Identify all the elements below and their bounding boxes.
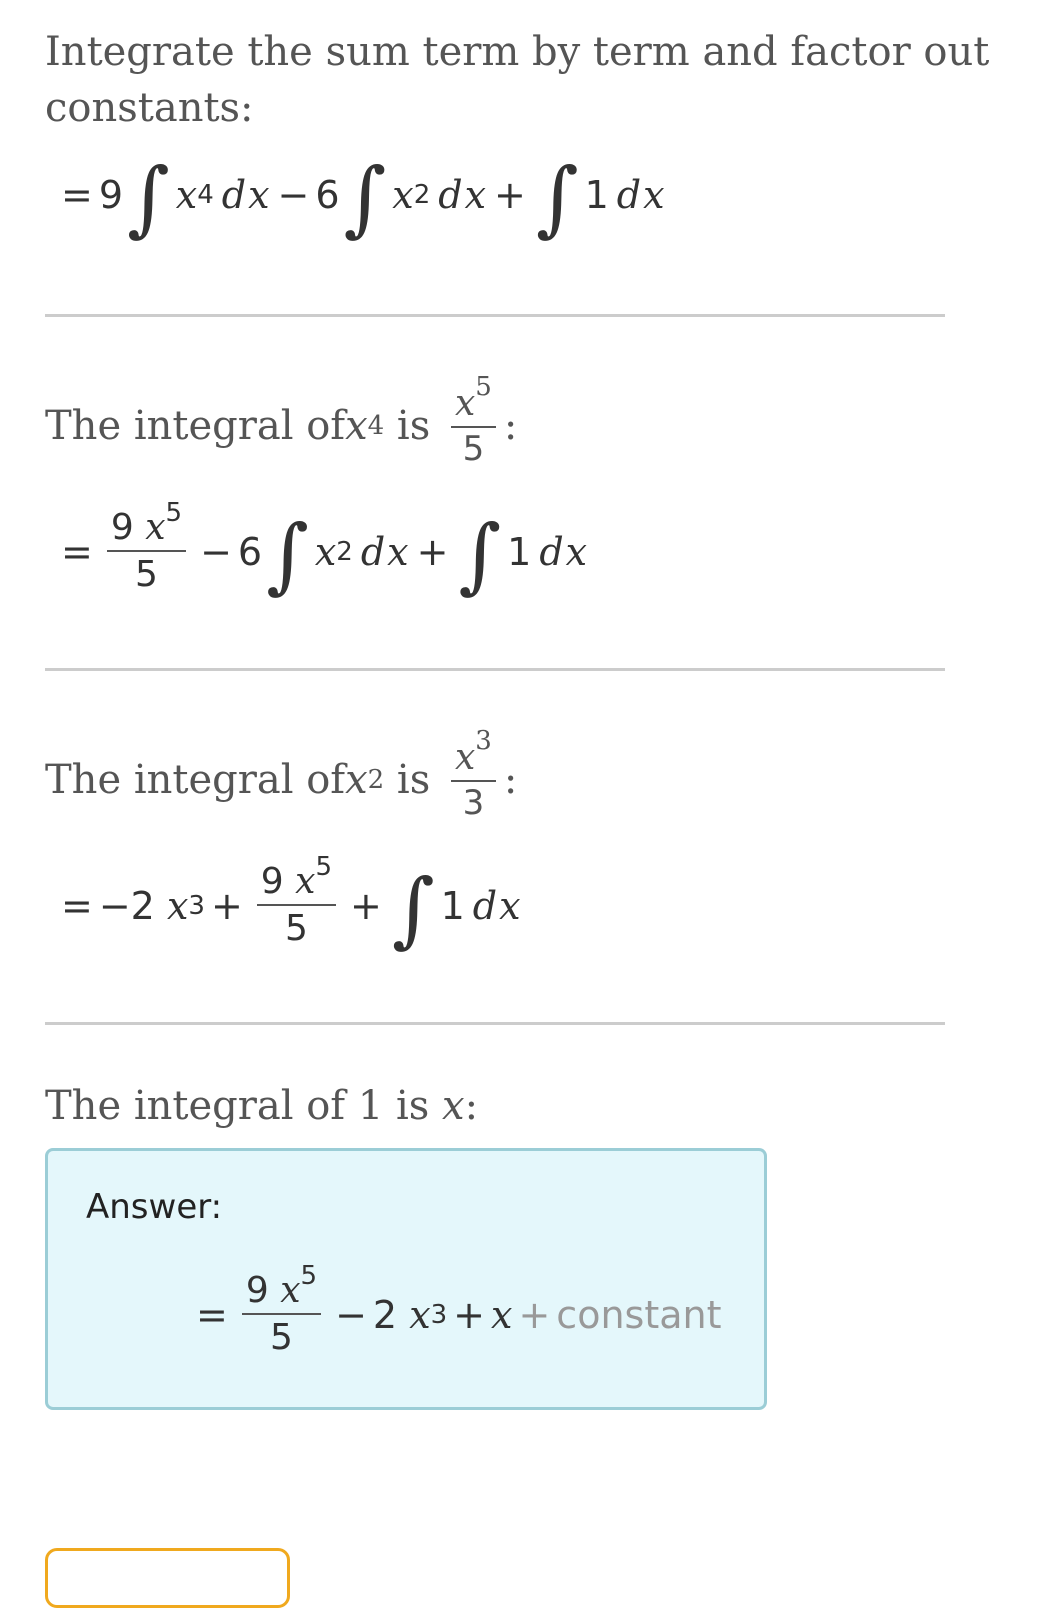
step-3-colon: : bbox=[503, 757, 518, 803]
step-1-text bbox=[45, 24, 989, 136]
step-2-text-a: The integral of bbox=[45, 403, 346, 449]
step-3-var: x bbox=[345, 757, 368, 803]
step-4-one: 1 bbox=[357, 1083, 384, 1129]
step-2-frac-var: x bbox=[454, 383, 476, 424]
divider-2 bbox=[45, 668, 945, 671]
bottom-action-button[interactable] bbox=[45, 1548, 290, 1608]
step-2-colon: : bbox=[503, 403, 518, 449]
step-3-text-a: The integral of bbox=[45, 757, 346, 803]
step-4-var: x bbox=[442, 1083, 465, 1129]
step-3-frac-exp: 3 bbox=[475, 726, 492, 756]
step-4-text-b: is bbox=[383, 1083, 443, 1129]
divider-3 bbox=[45, 1022, 945, 1025]
step-2-frac-exp: 5 bbox=[475, 372, 492, 402]
step-2-expression: = $\frac{9 x^5}{5}$ − 6 ∫ x 2 dx + ∫ 1 dx bbox=[61, 498, 590, 603]
constant-term: constant bbox=[556, 1293, 722, 1337]
step-4-text-a: The integral of bbox=[45, 1083, 358, 1129]
answer-label: Answer: bbox=[86, 1187, 223, 1227]
step-2-fraction bbox=[443, 372, 504, 470]
step-2-var: x bbox=[345, 403, 368, 449]
divider-1 bbox=[45, 314, 945, 317]
step-1-expression: = 9 ∫ x 4 dx − 6 ∫ x 2 dx + ∫ 1 dx bbox=[61, 151, 667, 246]
answer-box bbox=[45, 1148, 767, 1410]
step-2-text-b: is bbox=[384, 403, 443, 449]
step-1-line-2: constants: bbox=[45, 85, 254, 131]
step-4-colon: : bbox=[464, 1083, 479, 1129]
step-3-text: The integral of x 2 is $\frac{x^3}{3}$ : bbox=[45, 726, 518, 823]
step-3-frac-var: x bbox=[454, 737, 476, 778]
step-1-line-1: Integrate the sum term by term and factor out bbox=[45, 29, 990, 75]
step-4-text bbox=[45, 1078, 478, 1134]
step-3-text-b: is bbox=[384, 757, 443, 803]
step-2-text: The integral of x 4 is $\frac{x^5}{5}$ : bbox=[45, 372, 518, 469]
step-2-frac-den: 5 bbox=[462, 429, 485, 469]
step-3-expression: = −2 x 3 + $\frac{9 x^5}{5}$ + ∫ 1 dx bbox=[61, 852, 523, 957]
step-3-fraction bbox=[443, 726, 504, 824]
answer-expression: = $\frac{9 x^5}{5}$ − 2 x 3 + x + constant bbox=[196, 1261, 722, 1358]
step-3-frac-den: 3 bbox=[462, 783, 485, 823]
